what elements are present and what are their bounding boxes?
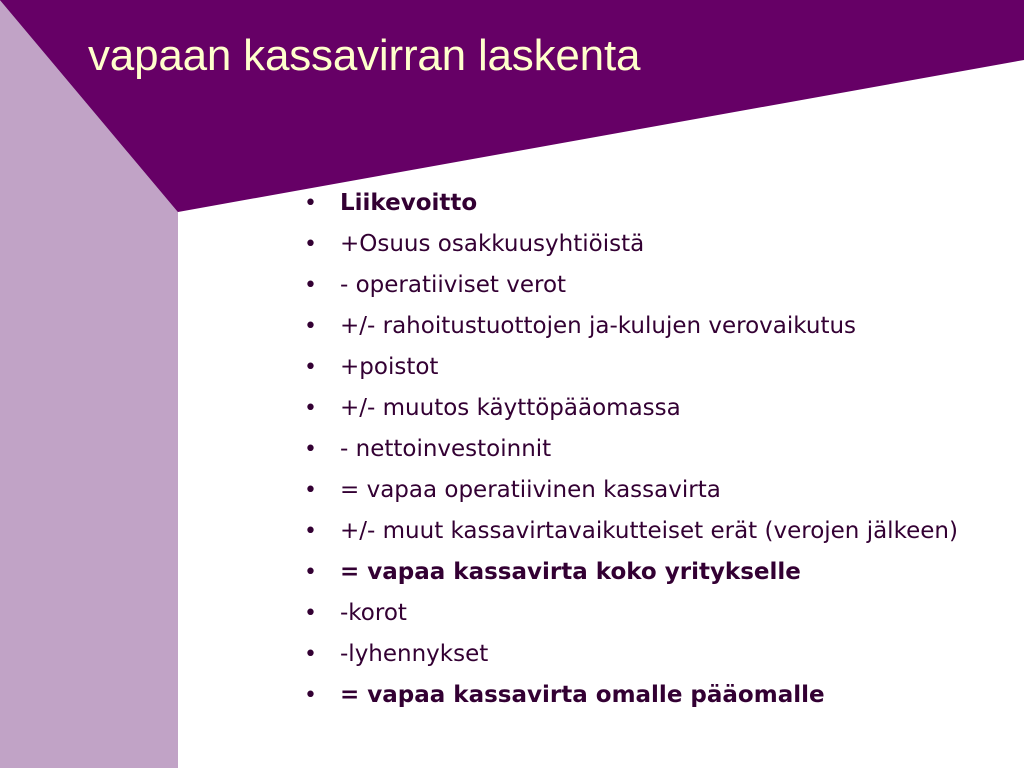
bullet-icon: • bbox=[304, 314, 317, 339]
list-item bbox=[298, 265, 958, 306]
list-item-text: Liikevoitto bbox=[340, 190, 478, 216]
list-item-text: +/- muutos käyttöpääomassa bbox=[340, 395, 681, 421]
list-item-text: +/- rahoitustuottojen ja-kulujen verovaikutus bbox=[340, 313, 857, 339]
list-item-text: = vapaa kassavirta omalle pääomalle bbox=[340, 682, 825, 708]
list-item bbox=[298, 675, 958, 716]
list-item-text: +Osuus osakkuusyhtiöistä bbox=[340, 231, 645, 257]
list-item bbox=[298, 224, 958, 265]
list-item-text: -korot bbox=[340, 600, 407, 626]
bullet-icon: • bbox=[304, 396, 317, 421]
list-item bbox=[298, 470, 958, 511]
bullet-icon: • bbox=[304, 232, 317, 257]
list-item-text: - nettoinvestoinnit bbox=[340, 436, 552, 462]
list-item bbox=[298, 429, 958, 470]
list-item bbox=[298, 183, 958, 224]
list-item bbox=[298, 552, 958, 593]
list-item-text: +poistot bbox=[340, 354, 439, 380]
bullet-icon: • bbox=[304, 683, 317, 708]
list-item bbox=[298, 511, 958, 552]
bullet-icon: • bbox=[304, 355, 317, 380]
list-item bbox=[298, 593, 958, 634]
bullet-icon: • bbox=[304, 642, 317, 667]
list-item-text: -lyhennykset bbox=[340, 641, 489, 667]
bullet-icon: • bbox=[304, 560, 317, 585]
list-item-text: - operatiiviset verot bbox=[340, 272, 567, 298]
list-item-text: = vapaa operatiivinen kassavirta bbox=[340, 477, 721, 503]
list-item-text: = vapaa kassavirta koko yritykselle bbox=[340, 559, 801, 585]
bullet-icon: • bbox=[304, 191, 317, 216]
bullet-icon: • bbox=[304, 601, 317, 626]
list-item bbox=[298, 306, 958, 347]
bullet-list bbox=[298, 183, 958, 716]
list-item bbox=[298, 388, 958, 429]
list-item bbox=[298, 634, 958, 675]
bullet-icon: • bbox=[304, 273, 317, 298]
bullet-icon: • bbox=[304, 437, 317, 462]
bullet-icon: • bbox=[304, 478, 317, 503]
bullet-icon: • bbox=[304, 519, 317, 544]
slide-title: vapaan kassavirran laskenta bbox=[88, 31, 641, 80]
list-item-text: +/- muut kassavirtavaikutteiset erät (verojen jälkeen) bbox=[340, 518, 958, 544]
list-item bbox=[298, 347, 958, 388]
